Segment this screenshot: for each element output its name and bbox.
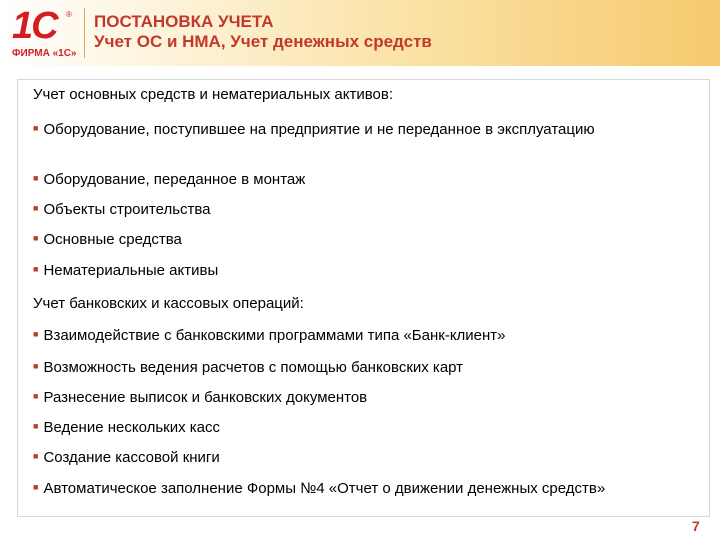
bullet-icon: ■ <box>33 233 39 243</box>
slide-title: ПОСТАНОВКА УЧЕТА <box>94 12 274 31</box>
list-item: ■ Ведение нескольких касс <box>33 419 221 436</box>
list-item: ■ Взаимодействие с банковскими программами типа «Банк-клиент» <box>33 327 506 344</box>
bullet-icon: ■ <box>33 264 39 274</box>
bullet-icon: ■ <box>33 361 39 371</box>
section-title-bank-cash: Учет банковских и кассовых операций: <box>33 295 304 312</box>
bullet-icon: ■ <box>33 173 39 183</box>
section-title-assets: Учет основных средств и нематериальных активов: <box>33 86 394 103</box>
page-number: 7 <box>692 518 700 534</box>
slide-header <box>0 0 720 66</box>
list-item: ■ Оборудование, переданное в монтаж <box>33 171 306 188</box>
list-item: ■ Оборудование, поступившее на предприятие и не переданное в эксплуатацию <box>33 121 595 138</box>
bullet-icon: ■ <box>33 203 39 213</box>
bullet-icon: ■ <box>33 482 39 492</box>
header-text <box>94 12 432 52</box>
bullet-icon: ■ <box>33 391 39 401</box>
list-item: ■ Создание кассовой книги <box>33 449 220 466</box>
list-item: ■ Объекты строительства <box>33 201 211 218</box>
bullet-icon: ■ <box>33 451 39 461</box>
list-item: ■ Нематериальные активы <box>33 262 219 279</box>
logo-registered-mark: ® <box>66 10 72 19</box>
list-item: ■ Возможность ведения расчетов с помощью банковских карт <box>33 359 464 376</box>
bullet-icon: ■ <box>33 329 39 339</box>
list-item: ■ Автоматическое заполнение Формы №4 «Отчет о движении денежных средств» <box>33 480 606 497</box>
logo-mark: 1С <box>12 5 57 47</box>
logo-company-name: ФИРМА «1С» <box>12 48 77 59</box>
header-divider <box>84 8 85 58</box>
list-item: ■ Разнесение выписок и банковских документов <box>33 389 368 406</box>
company-logo <box>6 6 82 62</box>
slide-subtitle: Учет ОС и НМА, Учет денежных средств <box>94 32 432 51</box>
bullet-icon: ■ <box>33 123 39 133</box>
list-item: ■ Основные средства <box>33 231 182 248</box>
bullet-icon: ■ <box>33 421 39 431</box>
